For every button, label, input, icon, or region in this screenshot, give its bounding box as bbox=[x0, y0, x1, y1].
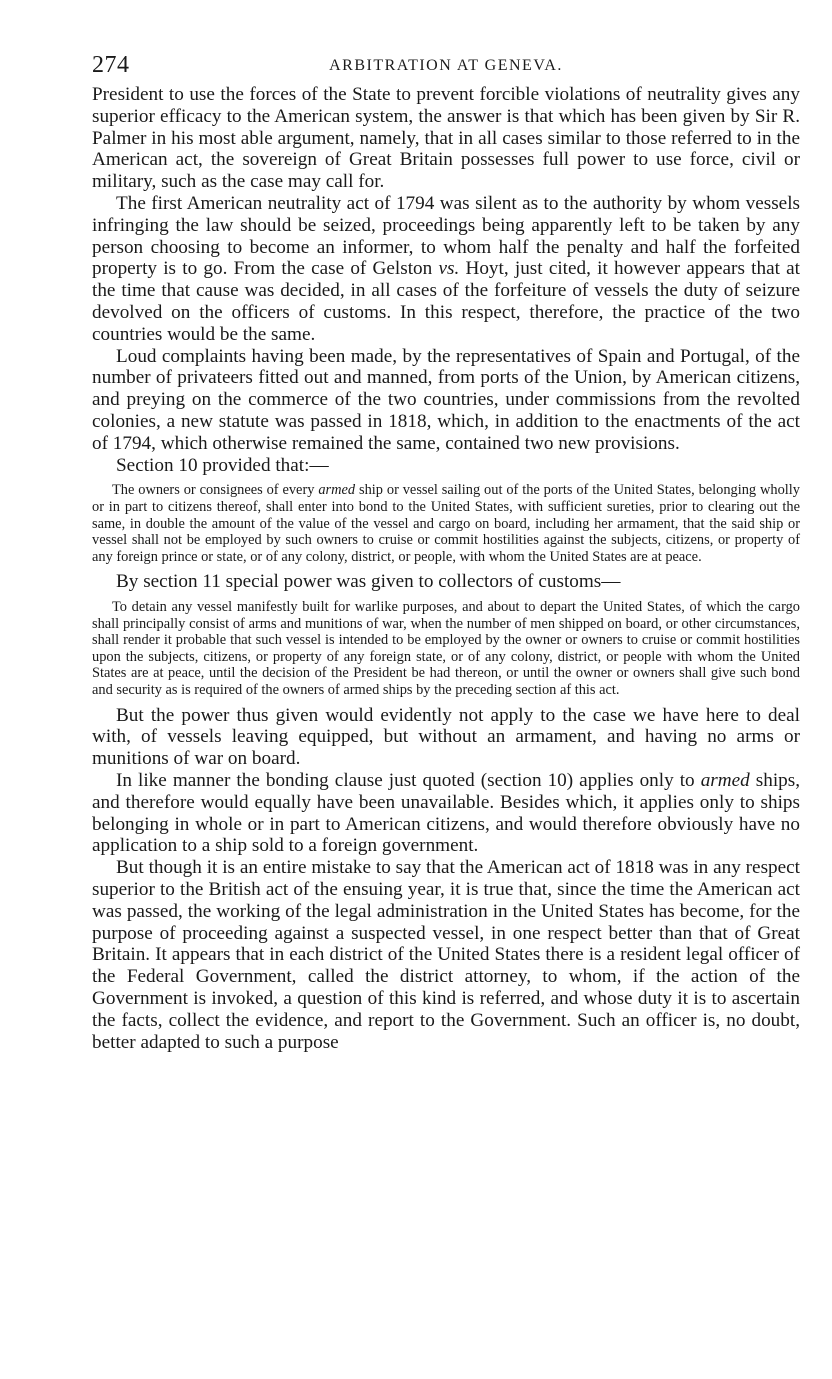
paragraph-text: ships, and therefore would equally have been unavailable. Besides which, it applies only to ships belonging in whole or in part to American citizens, and would therefore obviously have no application to a ship sold to a foreign government. bbox=[92, 770, 801, 857]
extract-text: ship or vessel sailing out of the ports of the United States, belonging wholly or in part to citizens thereof, shall enter into bond to the United States, with sufficient sureties, prior to clearing out the same, in double the amount of the value of the vessel and cargo on board, including her armament, that the said ship or vessel shall not be employed by such owners to cruise or commit hostilities against the subjects, citizens, or property of any foreign prince or state, or of any colony, district, or people, with whom the United States are at peace. bbox=[92, 482, 800, 565]
paragraph-district-attorney: But though it is an entire mistake to say that the American act of 1818 was in any respect superior to the British act of the ensuing year, it is true that, since the time the American act was passed, the working of the legal administration in the United States has become, for the purpose of proceeding against a suspected vessel, in one respect better than that of Great Britain. It appears that in each district of the United States there is a resident legal officer of the Federal Government, called the district attorney, to whom, if the action of the Government is invoked, a question of this kind is referred, and whose duty it is to ascertain the facts, collect the evidence, and report to the Government. Such an officer is, no doubt, better adapted to such a purpose bbox=[92, 857, 800, 1053]
paragraph-statute-1818: Loud complaints having been made, by the representatives of Spain and Portugal, of the number of privateers fitted out and manned, from ports of the Union, by American citizens, and preying on the commerce of the two countries, under commissions from the revolted colonies, a new statute was passed in 1818, which, in addition to the enactments of the act of 1794, which otherwise remained the same, contained two new provisions. bbox=[92, 345, 800, 454]
paragraph-power-given: But the power thus given would evidently not apply to the case we have here to deal with, of vessels leaving equipped, but without an armament, and having no arms or munitions of war on board. bbox=[92, 704, 800, 770]
extract-section-10 bbox=[92, 482, 800, 565]
document-page bbox=[92, 50, 800, 1053]
page-header bbox=[92, 50, 800, 84]
running-head: ARBITRATION AT GENEVA. bbox=[329, 57, 563, 74]
paragraph-continuation: President to use the forces of the State to prevent forcible violations of neutrality gives any superior efficacy to the American system, the answer is that which has been given by Sir R. Palmer in his most able argument, namely, that in all cases similar to those referred to in the American act, the sovereign of Great Britain possesses full power to use force, civil or military, such as the case may call for. bbox=[92, 84, 800, 193]
body-text bbox=[92, 84, 800, 1053]
paragraph-text: Hoyt, just cited, it however appears that at the time that cause was decided, in all cases of the forfeiture of vessels the duty of seizure devolved on the officers of customs. In this respect, therefore, the practice of the two countries would be the same. bbox=[92, 258, 800, 345]
paragraph-section-10-lead: Section 10 provided that:— bbox=[116, 454, 329, 476]
italic-armed: armed bbox=[318, 482, 356, 499]
paragraph-text: The first American neutrality act of 1794 was silent as to the authority by whom vessels infringing the law should be seized, proceedings being apparently left to be taken by any person choosing to become an informer, to whom half the penalty and half the forfeited property is to go. From the case of Gelston bbox=[92, 192, 800, 280]
page-number: 274 bbox=[92, 52, 130, 78]
italic-vs: vs. bbox=[438, 258, 460, 280]
paragraph-neutrality-act-1794 bbox=[92, 193, 800, 346]
paragraph-section-11-lead: By section 11 special power was given to collectors of customs— bbox=[116, 571, 621, 593]
paragraph-bonding-clause bbox=[92, 770, 800, 857]
extract-text: The owners or consignees of every bbox=[112, 482, 319, 499]
extract-section-11: To detain any vessel manifestly built for warlike purposes, and about to depart the United States, of which the cargo shall principally consist of arms and munitions of war, when the number of men shipped on board, or other circumstances, shall render it probable that such vessel is intended to be employed by the owner or owners to cruise or commit hostilities upon the subjects, citizens, or property of any foreign state, or of any colony, district, or people with whom the United States are at peace, until the decision of the President be had thereon, or until the owner or owners shall give such bond and security as is required of the owners of armed ships by the preceding section af this act. bbox=[92, 599, 800, 699]
paragraph-text: In like manner the bonding clause just quoted (section 10) applies only to bbox=[116, 770, 701, 792]
italic-armed: armed bbox=[700, 770, 750, 792]
